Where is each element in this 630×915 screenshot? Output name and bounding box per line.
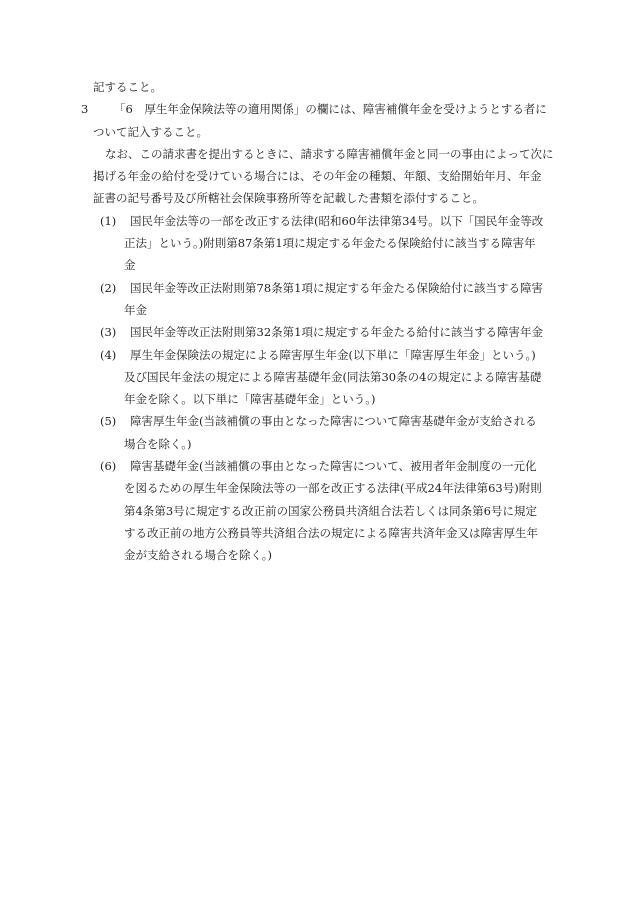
line-text: 国民年金等改正法附則第32条第1項に規定する年金たる給付に該当する障害年金 xyxy=(130,325,543,340)
line-text: 障害基礎年金(当該補償の事由となった障害について、被用者年金制度の一元化 xyxy=(130,459,537,474)
line-text: 証書の記号番号及び所轄社会保険事務所等を記載した書類を添付すること。 xyxy=(93,191,484,206)
section-heading-3 xyxy=(0,98,630,120)
item-number: (1) xyxy=(100,213,117,228)
line-text: 国民年金等改正法附則第78条第1項に規定する年金たる保険給付に該当する障害 xyxy=(130,280,543,295)
list-item-continuation xyxy=(0,500,630,522)
line-text: 及び国民年金法の規定による障害基礎年金(同法第30条の4の規定による障害基礎 xyxy=(124,369,542,384)
list-item-continuation xyxy=(0,522,630,544)
line-text: 厚生年金保険法の規定による障害厚生年金(以下単に「障害厚生年金」という。) xyxy=(130,347,536,362)
line-text: 記すること。 xyxy=(93,80,162,94)
line-text: 掲げる年金の給付を受けている場合には、その年金の種類、年額、支給開始年月、年金 xyxy=(93,169,542,184)
text-line xyxy=(0,76,630,98)
list-item-continuation xyxy=(0,388,630,410)
line-text: 年金 xyxy=(124,302,147,317)
line-text: 金 xyxy=(124,258,136,273)
line-text: ついて記入すること。 xyxy=(93,124,208,139)
item-number: (5) xyxy=(100,414,117,429)
list-item-2 xyxy=(0,277,630,299)
line-text: なお、この請求書を提出するときに、請求する障害補償年金と同一の事由によって次に xyxy=(105,146,554,161)
list-item-1 xyxy=(0,210,630,232)
list-item-continuation xyxy=(0,544,630,566)
text-line xyxy=(0,165,630,187)
list-item-5 xyxy=(0,410,630,432)
line-text: 年金を除く。以下単に「障害基礎年金」という。) xyxy=(124,392,376,407)
item-number: (4) xyxy=(100,347,117,362)
line-text: 障害厚生年金(当該補償の事由となった障害について障害基礎年金が支給される xyxy=(130,414,537,429)
list-item-continuation xyxy=(0,433,630,455)
section-number: 3 xyxy=(81,102,89,117)
item-number: (6) xyxy=(100,459,117,474)
list-item-continuation xyxy=(0,254,630,276)
list-item-continuation xyxy=(0,299,630,321)
list-item-continuation xyxy=(0,477,630,499)
list-item-6 xyxy=(0,455,630,477)
document-page xyxy=(0,76,630,567)
line-text: 金が支給される場合を除く。) xyxy=(124,548,273,563)
line-text: 場合を除く。) xyxy=(124,436,192,451)
line-text: 「6 厚生年金保険法等の適用関係」の欄には、障害補償年金を受けようとする者に xyxy=(114,102,547,117)
text-line xyxy=(0,187,630,209)
list-item-continuation xyxy=(0,232,630,254)
line-text: を図るための厚生年金保険法等の一部を改正する法律(平成24年法律第63号)附則 xyxy=(124,481,542,496)
line-text: 正法」という。)附則第87条第1項に規定する年金たる保険給付に該当する障害年 xyxy=(124,236,536,251)
text-line xyxy=(0,121,630,143)
item-number: (2) xyxy=(100,280,117,295)
list-item-3 xyxy=(0,321,630,343)
item-number: (3) xyxy=(100,325,117,340)
list-item-4 xyxy=(0,344,630,366)
line-text: 第4条第3号に規定する改正前の国家公務員共済組合法若しくは同条第6号に規定 xyxy=(124,503,537,518)
paragraph-start xyxy=(0,143,630,165)
line-text: する改正前の地方公務員等共済組合法の規定による障害共済年金又は障害厚生年 xyxy=(124,525,538,540)
list-item-continuation xyxy=(0,366,630,388)
line-text: 国民年金法等の一部を改正する法律(昭和60年法律第34号。以下「国民年金等改 xyxy=(130,213,544,228)
